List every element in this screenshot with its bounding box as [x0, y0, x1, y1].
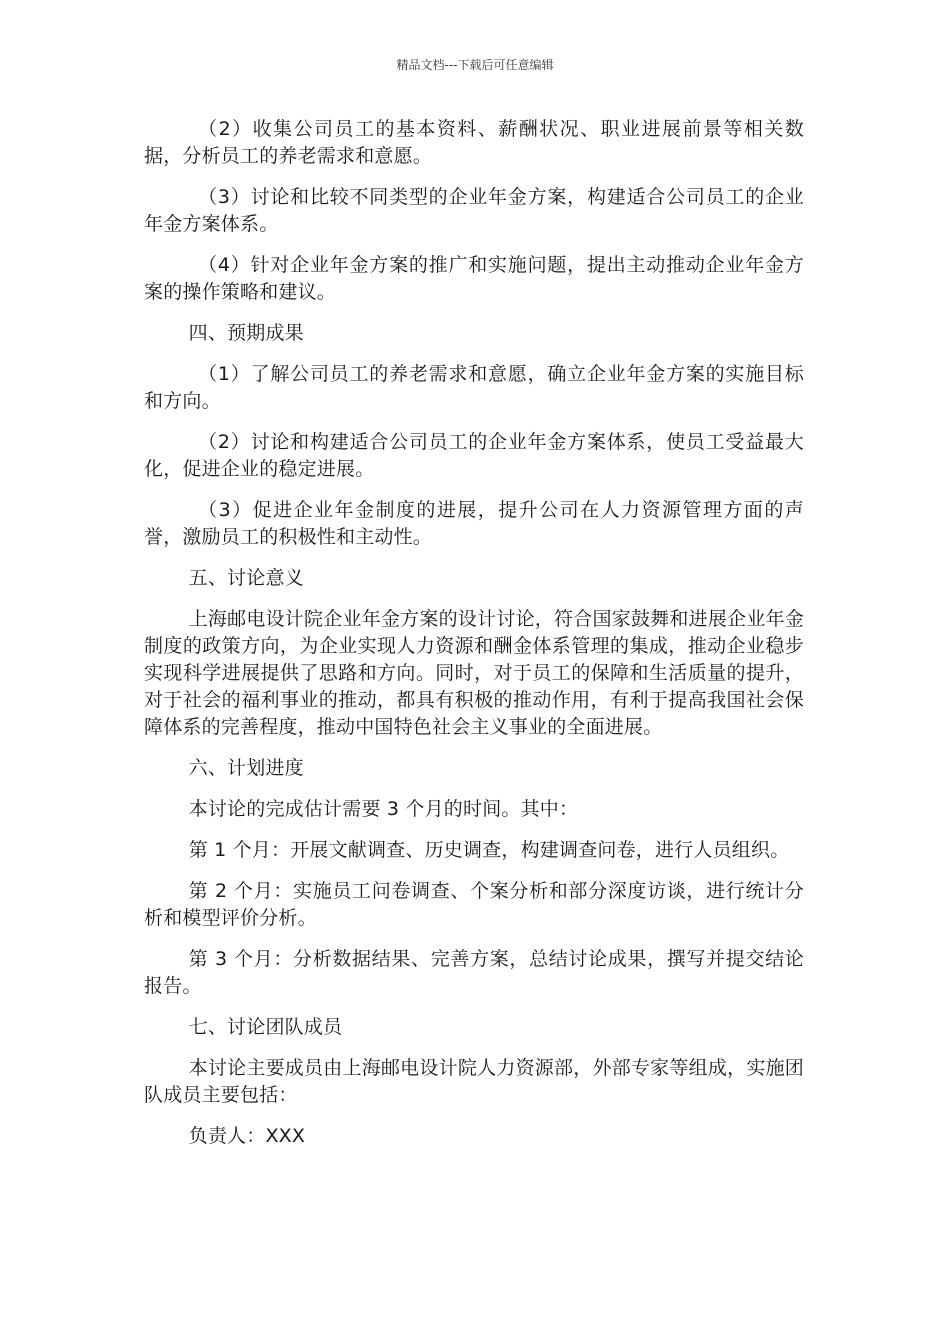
paragraph-item-3: （3）讨论和比较不同类型的企业年金方案，构建适合公司员工的企业年金方案体系。 [144, 186, 804, 235]
section-heading-expected-results: 四、预期成果 [188, 322, 304, 344]
paragraph-item-4: （4）针对企业年金方案的推广和实施问题，提出主动推动企业年金方案的操作策略和建议。 [144, 254, 804, 303]
paragraph-item-2: （2）收集公司员工的基本资料、薪酬状况、职业进展前景等相关数据，分析员工的养老需求和意愿。 [144, 118, 804, 167]
paragraph-significance: 上海邮电设计院企业年金方案的设计讨论，符合国家鼓舞和进展企业年金制度的政策方向，为企业实现人力资源和酬金体系管理的集成，推动企业稳步实现科学进展提供了思路和方向。同时，对于员工的保障和生活质量的提升，对于社会的福利事业的推动，都具有积极的推动作用，有利于提高我国社会保障体系的完善程度，推动中国特色社会主义事业的全面进展。 [144, 608, 804, 738]
paragraph-month-3: 第 3 个月：分析数据结果、完善方案，总结讨论成果，撰写并提交结论报告。 [144, 948, 804, 997]
paragraph-month-2: 第 2 个月：实施员工问卷调查、个案分析和部分深度访谈，进行统计分析和模型评价分析。 [144, 880, 804, 929]
paragraph-result-2: （2）讨论和构建适合公司员工的企业年金方案体系，使员工受益最大化，促进企业的稳定进展。 [144, 431, 804, 480]
section-heading-team: 七、讨论团队成员 [188, 1016, 343, 1038]
page-header: 精品文档---下载后可任意编辑 [396, 58, 554, 72]
section-heading-significance: 五、讨论意义 [188, 567, 304, 589]
paragraph-schedule-intro: 本讨论的完成估计需要 3 个月的时间。其中： [188, 798, 579, 820]
paragraph-result-1: （1）了解公司员工的养老需求和意愿，确立企业年金方案的实施目标和方向。 [144, 363, 804, 412]
paragraph-team-intro: 本讨论主要成员由上海邮电设计院人力资源部，外部专家等组成，实施团队成员主要包括： [144, 1057, 804, 1106]
paragraph-result-3: （3）促进企业年金制度的进展，提升公司在人力资源管理方面的声誉，激励员工的积极性和主动性。 [144, 499, 804, 548]
section-heading-schedule: 六、计划进度 [188, 757, 304, 779]
document-body [144, 116, 804, 1150]
paragraph-month-1: 第 1 个月：开展文献调查、历史调查，构建调查问卷，进行人员组织。 [188, 839, 790, 861]
paragraph-team-leader: 负责人：XXX [188, 1125, 306, 1147]
